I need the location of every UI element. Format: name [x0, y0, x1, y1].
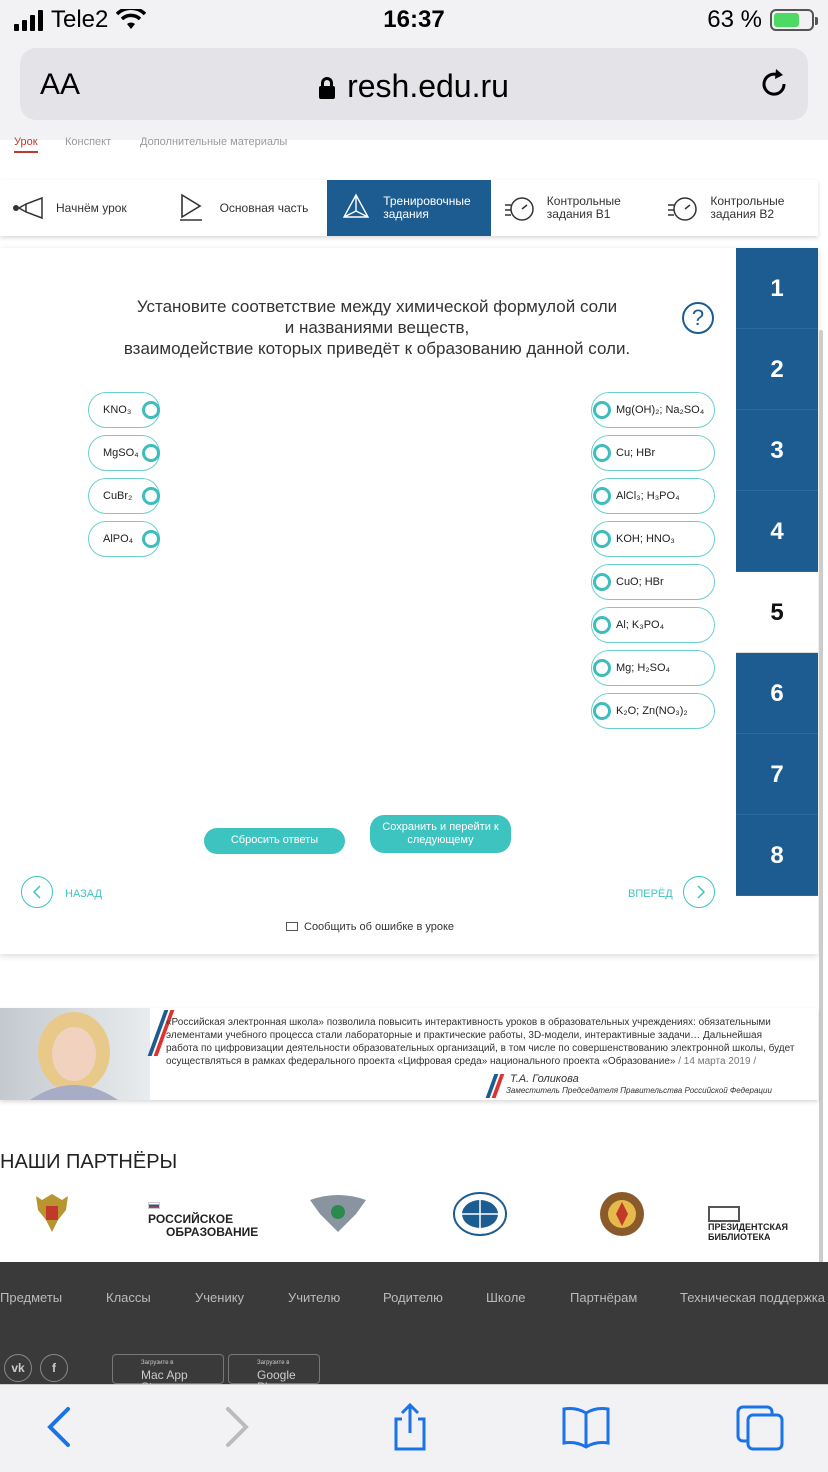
partners-title: НАШИ ПАРТНЁРЫ [0, 1151, 178, 1173]
app-store-small: Загрузите в [141, 1360, 174, 1366]
right-option[interactable] [591, 478, 715, 514]
footer-link[interactable]: Школе [486, 1290, 526, 1305]
clock: 16:37 [383, 6, 445, 33]
connector-dot[interactable] [593, 616, 611, 634]
connector-dot[interactable] [142, 444, 160, 462]
page-scrollbar[interactable] [819, 330, 823, 1330]
option-label: Cu; HBr [616, 447, 656, 459]
library-logo-line1: ПРЕЗИДЕНТСКАЯ [708, 1222, 788, 1232]
back-button[interactable] [21, 876, 53, 908]
ministry-emblem-logo[interactable] [308, 1190, 368, 1238]
option-label: Mg; H₂SO₄ [616, 662, 670, 674]
battery-icon [770, 9, 814, 31]
option-label: AlPO₄ [103, 533, 134, 545]
report-label: Сообщить об ошибке в уроке [304, 921, 455, 933]
quote-role: Заместитель Председателя Правительства Российской Федерации [506, 1086, 772, 1095]
google-play-small: Загрузите в [257, 1360, 290, 1366]
portrait-image [0, 1008, 150, 1100]
globe-emblem-logo[interactable] [452, 1190, 508, 1238]
lesson-nav-start[interactable] [0, 180, 164, 236]
option-label: CuO; HBr [616, 576, 664, 588]
right-option[interactable] [591, 392, 715, 428]
quote-date: / 14 марта 2019 / [678, 1056, 757, 1067]
quote-banner [0, 1008, 818, 1100]
emergency-ministry-logo[interactable] [598, 1190, 646, 1238]
footer-link[interactable]: Ученику [195, 1290, 245, 1305]
option-label: MgSO₄ [103, 447, 139, 459]
footer-link[interactable]: Родителю [383, 1290, 443, 1305]
tab-summary[interactable]: Конспект [65, 136, 112, 148]
connector-dot[interactable] [593, 444, 611, 462]
lesson-nav-control-b1[interactable] [491, 180, 655, 236]
left-option[interactable] [88, 392, 160, 428]
left-option[interactable] [88, 435, 160, 471]
quote-author: Т.А. Голикова [510, 1073, 579, 1085]
browser-top-bar [0, 44, 828, 140]
right-option[interactable] [591, 650, 715, 686]
task-number[interactable]: 4 [736, 491, 818, 572]
task-card [0, 248, 818, 954]
footer-link[interactable]: Классы [106, 1290, 151, 1305]
task-number[interactable]: 2 [736, 329, 818, 410]
quote-text [166, 1016, 796, 1068]
right-option[interactable] [591, 564, 715, 600]
mail-icon [286, 922, 298, 931]
browser-toolbar [0, 1384, 828, 1472]
lock-icon [319, 77, 335, 99]
stopwatch-icon [503, 193, 537, 223]
footer-link[interactable]: Партнёрам [570, 1290, 638, 1305]
task-number[interactable]: 7 [736, 734, 818, 815]
ro-logo-line2: ОБРАЗОВАНИЕ [166, 1225, 259, 1239]
text-size-button[interactable]: AA [40, 68, 81, 101]
option-label: KNO₃ [103, 404, 132, 416]
connector-dot[interactable] [593, 702, 611, 720]
right-option[interactable] [591, 521, 715, 557]
lesson-nav-label: Контрольные задания В1 [546, 194, 621, 221]
chevron-right-icon [693, 885, 707, 899]
play-icon [176, 193, 210, 223]
footer-link[interactable]: Учителю [288, 1290, 341, 1305]
connector-dot[interactable] [593, 659, 611, 677]
lesson-nav-training[interactable] [327, 180, 491, 236]
russian-education-logo[interactable] [148, 1200, 259, 1248]
connector-dot[interactable] [593, 573, 611, 591]
right-option[interactable] [591, 607, 715, 643]
connector-dot[interactable] [142, 401, 160, 419]
task-number-current[interactable]: 5 [736, 572, 818, 653]
app-store-label: Mac App [141, 1368, 188, 1382]
library-logo-line2: БИБЛИОТЕКА [708, 1232, 771, 1242]
vk-icon[interactable]: vk [4, 1354, 32, 1382]
option-label: AlCl₃; H₃PO₄ [616, 490, 680, 502]
bookmarks-icon[interactable] [560, 1403, 612, 1451]
lesson-nav-label: Начнём урок [56, 200, 127, 215]
question-text: Установите соответствие между химической формулой соли и названиями веществ, взаимодействие которых приведёт к образованию данной соли. [123, 297, 631, 358]
back-label[interactable]: НАЗАД [65, 888, 102, 900]
megaphone-icon [12, 193, 46, 223]
right-option[interactable] [591, 435, 715, 471]
reset-answers-button[interactable]: Сбросить ответы [204, 828, 345, 854]
lesson-nav-label: Основная часть [219, 200, 309, 215]
task-number[interactable]: 6 [736, 653, 818, 734]
footer-link[interactable]: Предметы [0, 1290, 63, 1305]
left-option[interactable] [88, 521, 160, 557]
google-play-label: Google [257, 1368, 296, 1382]
back-arrow-icon[interactable] [36, 1403, 88, 1451]
google-play-badge[interactable] [228, 1354, 320, 1384]
stopwatch-icon [666, 193, 700, 223]
address-bar[interactable] [20, 48, 808, 120]
ro-logo-line1: РОССИЙСКОЕ [148, 1212, 234, 1226]
lesson-nav [0, 180, 818, 236]
task-number[interactable]: 1 [736, 248, 818, 329]
option-label: K₂O; Zn(NO₃)₂ [616, 705, 688, 717]
quote-body: «Российская электронная школа» позволила повысить интерактивность уроков в образовательных учреждениях: обязательными элементами учебного процесса стали лабораторные и практические работы, 3D-модели, интерактивные задачи… Дальнейшая работа по цифровизации деятельности образовательных организаций, в том числе по совершенствованию электронной школы, будет осуществляться в рамках федерального проекта «Цифровая среда» национального проекта «Образование» [166, 1017, 795, 1067]
pyramid-icon [339, 193, 373, 223]
lesson-nav-control-b2[interactable] [654, 180, 818, 236]
forward-button[interactable] [683, 876, 715, 908]
footer-link[interactable]: Техническая поддержка [680, 1290, 825, 1305]
connector-dot[interactable] [142, 530, 160, 548]
report-error-link[interactable] [286, 921, 454, 933]
help-icon[interactable]: ? [682, 302, 714, 334]
presidential-library-logo[interactable] [708, 1206, 818, 1254]
connector-dot[interactable] [593, 487, 611, 505]
left-option[interactable] [88, 478, 160, 514]
carrier-name: Tele2 [51, 6, 109, 33]
task-number[interactable]: 3 [736, 410, 818, 491]
tab-lesson[interactable]: Урок [14, 136, 38, 153]
battery-percent: 63 % [707, 6, 762, 33]
option-label: Mg(OH)₂; Na₂SO₄ [616, 404, 705, 416]
tab-extra-materials[interactable]: Дополнительные материалы [140, 136, 288, 148]
option-label: KOH; HNO₃ [616, 533, 675, 545]
chevron-left-icon [31, 885, 45, 899]
save-next-button[interactable]: Сохранить и перейти к следующему [370, 815, 511, 853]
coat-of-arms-logo[interactable] [32, 1190, 72, 1238]
connector-dot[interactable] [593, 530, 611, 548]
lesson-nav-label: Тренировочные задания [383, 194, 471, 221]
site-footer [0, 1262, 828, 1384]
url-text[interactable]: resh.edu.ru [347, 68, 509, 104]
reload-icon[interactable] [756, 66, 792, 102]
lesson-nav-main[interactable] [164, 180, 328, 236]
task-number-list [736, 248, 818, 896]
forward-arrow-icon[interactable] [208, 1403, 260, 1451]
option-label: Al; K₃PO₄ [616, 619, 665, 631]
connector-dot[interactable] [142, 487, 160, 505]
share-icon[interactable] [384, 1403, 436, 1451]
tabs-icon[interactable] [734, 1403, 786, 1451]
option-label: CuBr₂ [103, 490, 133, 502]
task-number[interactable]: 8 [736, 815, 818, 896]
connector-dot[interactable] [593, 401, 611, 419]
forward-label[interactable]: ВПЕРЁД [628, 888, 673, 900]
facebook-icon[interactable]: f [40, 1354, 68, 1382]
status-bar [0, 0, 828, 44]
app-store-badge[interactable] [112, 1354, 224, 1384]
right-option[interactable] [591, 693, 715, 729]
page-tabs [0, 136, 818, 156]
lesson-nav-label: Контрольные задания В2 [710, 194, 785, 221]
